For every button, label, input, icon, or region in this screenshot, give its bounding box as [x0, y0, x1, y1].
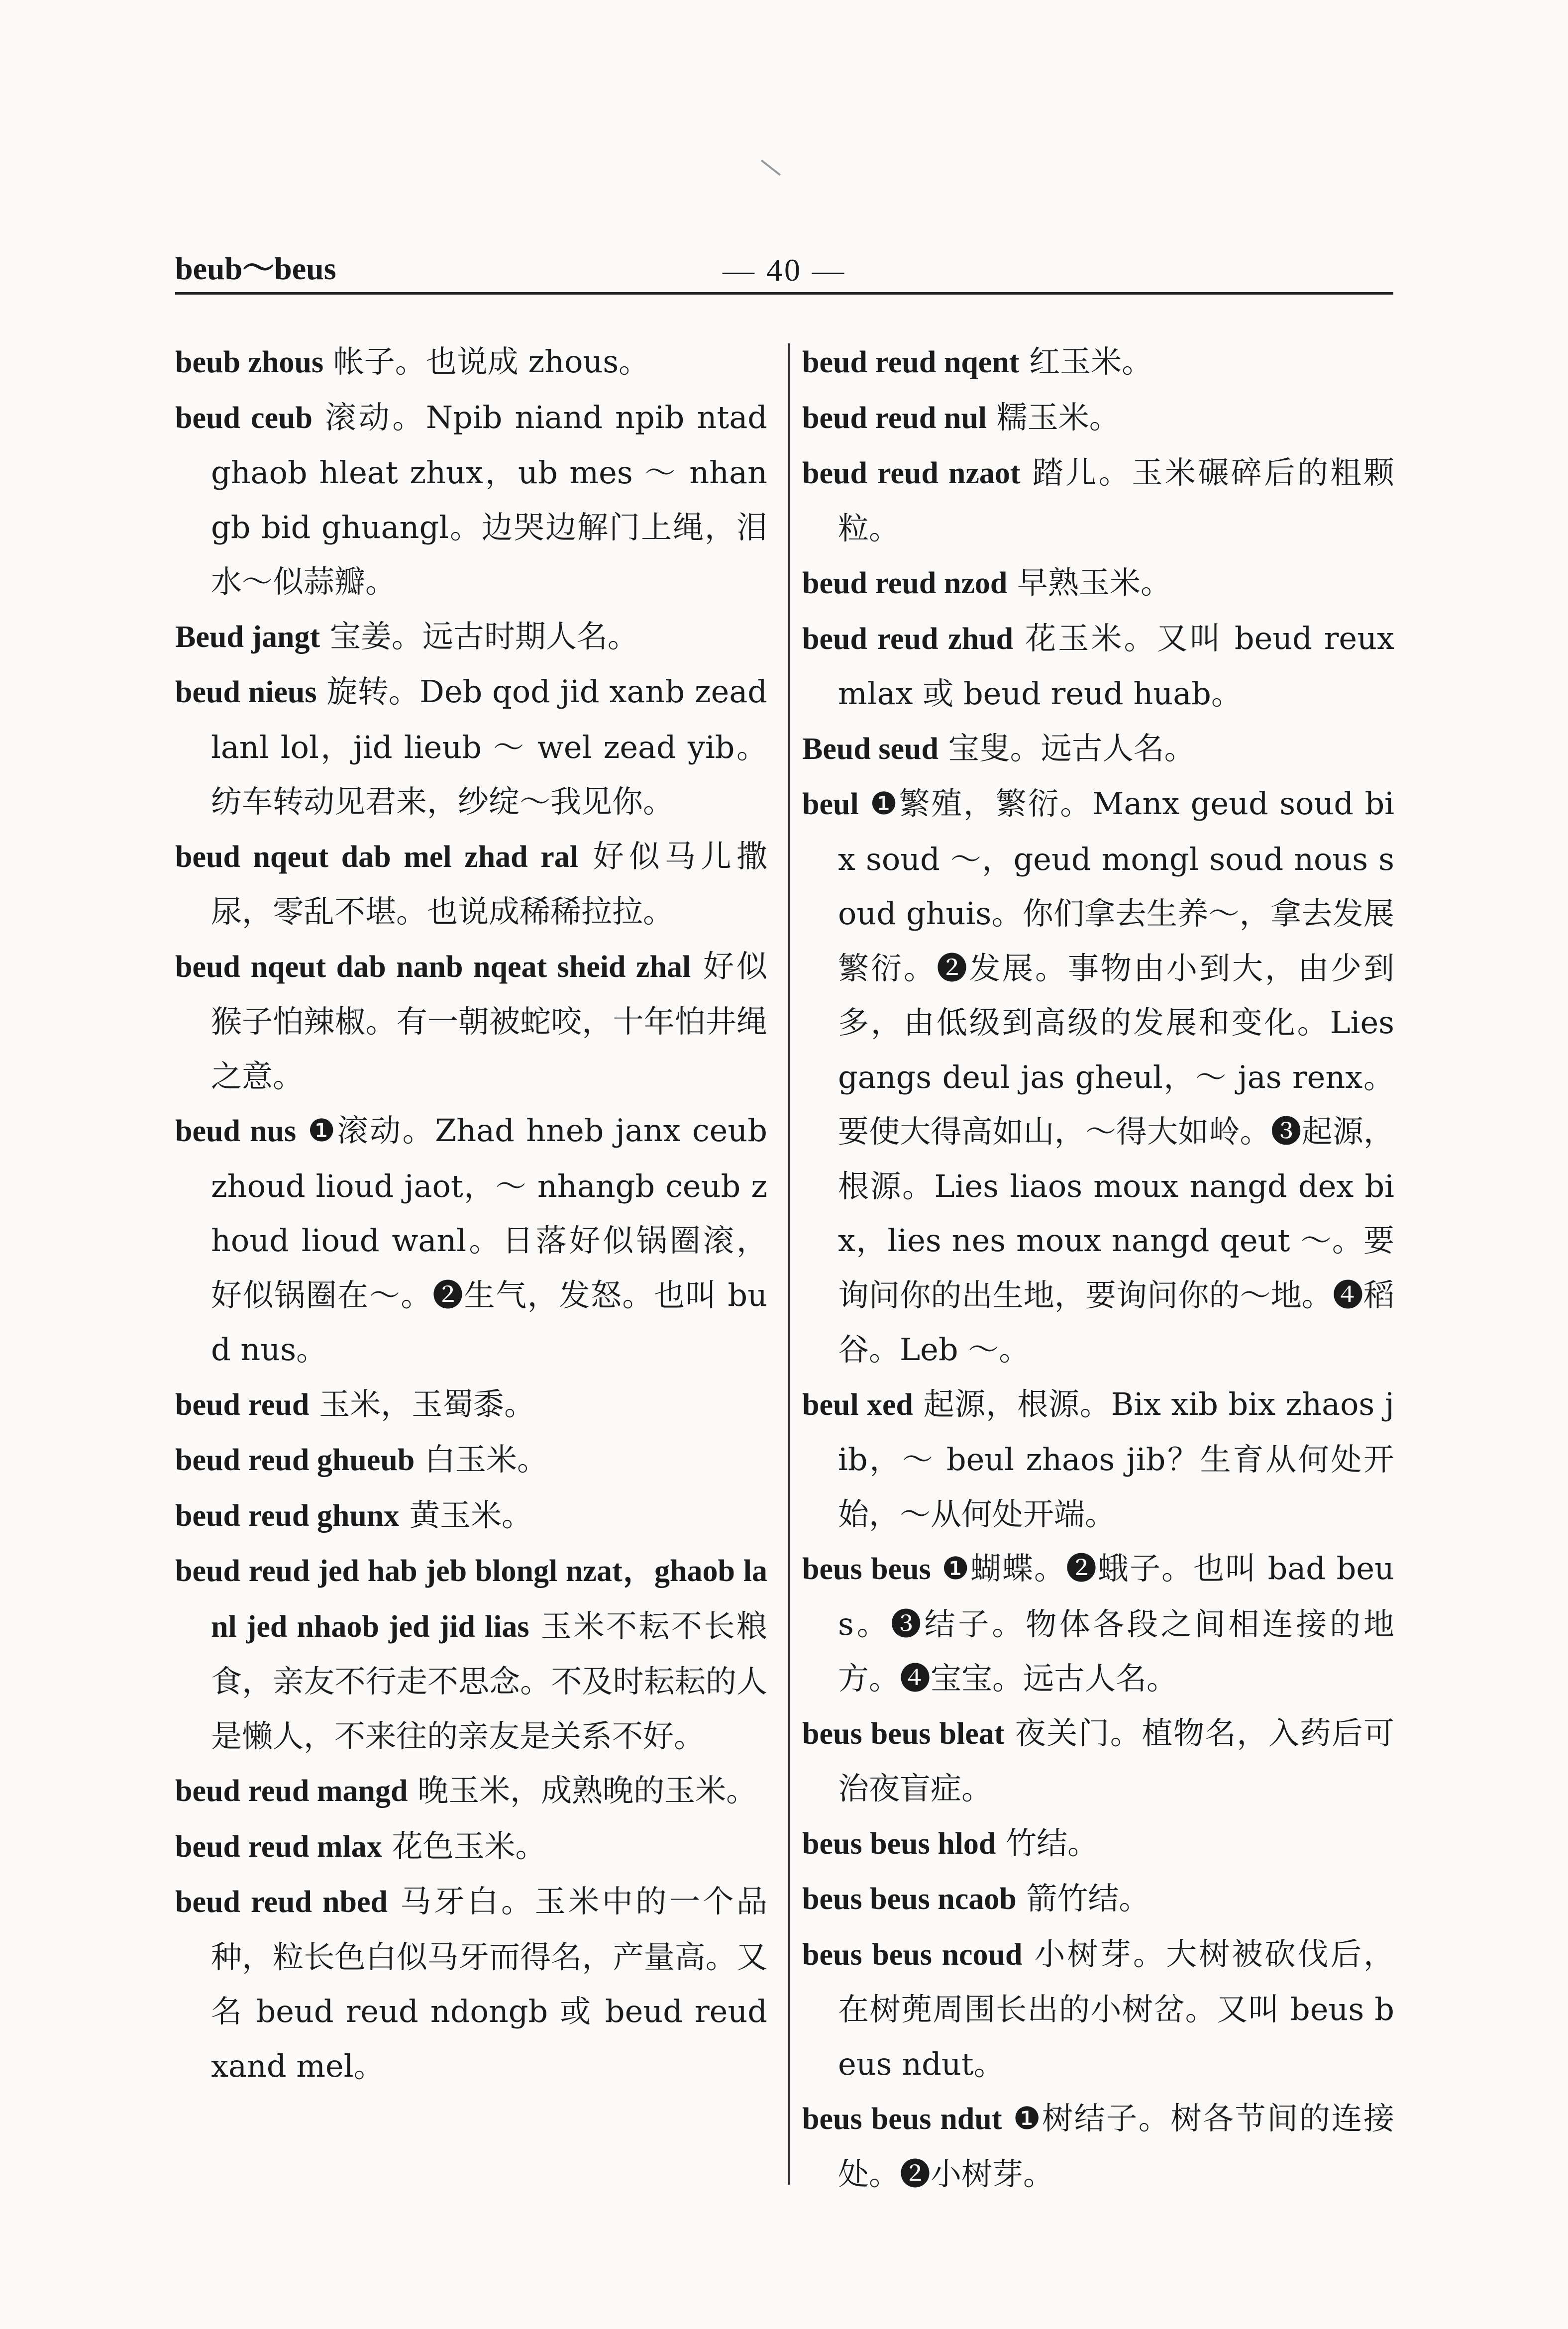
- entry-definition: 玉米不耘不长粮食，亲友不行走不思念。不及时耘耘的人是懒人，不来往的亲友是关系不好。: [211, 1607, 767, 1754]
- entry-definition: 踏儿。玉米碾碎后的粗颗粒。: [838, 454, 1394, 546]
- entry-headword: beud nus: [175, 1114, 297, 1148]
- entry-headword: beus beus hlod: [802, 1826, 996, 1861]
- entry-definition: 黄玉米。: [409, 1496, 533, 1533]
- entry-headword: Beud jangt: [175, 620, 320, 654]
- dictionary-entry: [802, 1816, 1394, 1872]
- entry-definition: 好似马儿撒尿，零乱不堪。也说成稀稀拉拉。: [211, 838, 767, 930]
- scan-mark: [761, 160, 781, 176]
- dictionary-entry: [802, 555, 1394, 611]
- right-column: [802, 334, 1394, 2201]
- dictionary-entry: [175, 1377, 767, 1433]
- entry-headword: beud reud mlax: [175, 1829, 382, 1864]
- dictionary-entry: [175, 334, 767, 390]
- entry-definition: ❶蝴蝶。❷蛾子。也叫 bad beus。❸结子。物体各段之间相连接的地方。❹宝宝。远古人名。: [838, 1550, 1394, 1696]
- dictionary-entry: [175, 390, 767, 609]
- entry-definition: ❶滚动。Zhad hneb janx ceub zhoud lioud jaot，～ nhangb ceub zhoud lioud wanl。日落好似锅圈滚，好似锅圈在～。❷生气，发怒。也叫 bud nus。: [211, 1112, 767, 1368]
- page-number: — 40 —: [723, 252, 846, 288]
- entry-definition: 滚动。Npib niand npib ntad ghaob hleat zhux，ub mes ～ nhangb bid ghuangl。边哭边解门上绳，泪水～似蒜瓣。: [211, 399, 767, 600]
- entry-headword: beud nqeut dab mel zhad ral: [175, 840, 578, 874]
- entry-definition: 白玉米。: [424, 1441, 548, 1478]
- running-head: beub～beus: [175, 251, 336, 286]
- dictionary-entry: [175, 1543, 767, 1763]
- dictionary-entry: [802, 334, 1394, 390]
- entry-headword: beus beus ncoud: [802, 1937, 1023, 1972]
- dictionary-entry: [175, 1874, 767, 2093]
- dictionary-entry: [175, 664, 767, 829]
- entry-definition: 马牙白。玉米中的一个品种，粒长色白似马牙而得名，产量高。又名 beud reud ndongb 或 beud reud xand mel。: [211, 1883, 767, 2084]
- entry-headword: beud reud mangd: [175, 1774, 408, 1808]
- entry-headword: beus beus bleat: [802, 1716, 1005, 1751]
- entry-headword: beud nqeut dab nanb nqeat sheid zhal: [175, 950, 691, 984]
- entry-definition: 花玉米。又叫 beud reux mlax 或 beud reud huab。: [838, 620, 1394, 712]
- dictionary-entry: [175, 609, 767, 665]
- dictionary-entry: [802, 776, 1394, 1377]
- entry-definition: 糯玉米。: [996, 399, 1120, 435]
- entry-headword: beud reud: [175, 1387, 310, 1422]
- entry-headword: beud reud nul: [802, 401, 987, 435]
- entry-definition: 起源，根源。Bix xib bix zhaos jib，～ beul zhaos jib？生育从何处开始，～从何处开端。: [838, 1385, 1394, 1532]
- left-column: [175, 334, 767, 2093]
- entry-headword: beul xed: [802, 1387, 914, 1422]
- dictionary-entry: [802, 2091, 1394, 2201]
- entry-headword: Beud seud: [802, 732, 939, 766]
- entry-headword: beud reud ghunx: [175, 1498, 400, 1533]
- dictionary-entry: [802, 445, 1394, 555]
- entry-definition: 竹结。: [1006, 1824, 1099, 1861]
- entry-definition: 晚玉米，成熟晚的玉米。: [418, 1772, 757, 1808]
- entry-definition: 箭竹结。: [1026, 1880, 1150, 1916]
- dictionary-entry: [802, 1706, 1394, 1816]
- entry-definition: 玉米，玉蜀黍。: [319, 1385, 535, 1422]
- dictionary-entry: [175, 1432, 767, 1488]
- entry-headword: beud reud nqent: [802, 345, 1020, 379]
- entry-definition: 宝姜。远古时期人名。: [329, 618, 638, 654]
- entry-definition: 花色玉米。: [392, 1827, 546, 1864]
- dictionary-entry: [802, 1927, 1394, 2092]
- dictionary-entry: [802, 390, 1394, 446]
- entry-definition: 好似猴子怕辣椒。有一朝被蛇咬，十年怕井绳之意。: [211, 948, 767, 1094]
- dictionary-entry: [175, 1819, 767, 1875]
- dictionary-entry: [802, 611, 1394, 721]
- entry-definition: 小树芽。大树被砍伐后，在树蔸周围长出的小树岔。又叫 beus beus ndut。: [838, 1935, 1394, 2082]
- entry-definition: ❶树结子。树各节间的连接处。❷小树芽。: [838, 2100, 1394, 2192]
- entry-definition: 帐子。也说成 zhous。: [333, 343, 650, 380]
- page-header: [175, 224, 1393, 294]
- entry-definition: 旋转。Deb qod jid xanb zead lanl lol，jid lieub ～ wel zead yib。纺车转动见君来，纱绽～我见你。: [211, 673, 767, 820]
- entry-headword: beus beus ncaob: [802, 1882, 1017, 1916]
- entry-headword: beud reud ghueub: [175, 1443, 415, 1477]
- entry-definition: ❶繁殖，繁衍。Manx geud soud bix soud ～，geud mongl soud nous soud ghuis。你们拿去生养～，拿去发展繁衍。❷发展。事物由小到大，由少到多，由低级到高级的发展和变化。Lies gangs deul jas gheul，～ jas renx。要使大得高如山，～得大如岭。❸起源，根源。Lies liaos moux nangd dex bix，lies nes moux nangd qeut ～。要询问你的出生地，要询问你的～地。❹稻谷。Leb ～。: [838, 785, 1394, 1368]
- entry-headword: beud reud zhud: [802, 622, 1014, 656]
- dictionary-entry: [175, 939, 767, 1104]
- entry-headword: beud reud jed hab jeb blongl nzat，ghaob lanl jed nhaob jed jid lias: [175, 1554, 767, 1644]
- dictionary-entry: [175, 1103, 767, 1377]
- entry-headword: beud nieus: [175, 675, 317, 709]
- entry-headword: beud reud nzaot: [802, 456, 1021, 490]
- entry-definition: 早熟玉米。: [1017, 564, 1172, 601]
- entry-headword: beud reud nzod: [802, 566, 1008, 600]
- dictionary-entry: [175, 829, 767, 939]
- dictionary-entry: [802, 1377, 1394, 1542]
- entry-headword: beul: [802, 787, 859, 821]
- dictionary-entry: [175, 1763, 767, 1819]
- entry-headword: beud ceub: [175, 401, 313, 435]
- dictionary-entry: [802, 721, 1394, 777]
- entry-headword: beus beus: [802, 1552, 931, 1586]
- entry-headword: beub zhous: [175, 345, 324, 379]
- entry-definition: 夜关门。植物名，入药后可治夜盲症。: [838, 1714, 1394, 1806]
- column-divider: [788, 343, 790, 2185]
- dictionary-entry: [802, 1871, 1394, 1927]
- entry-headword: beus beus ndut: [802, 2102, 1002, 2136]
- dictionary-entry: [175, 1488, 767, 1544]
- header-rule: [175, 292, 1393, 295]
- entry-definition: 红玉米。: [1029, 343, 1153, 380]
- dictionary-entry: [802, 1541, 1394, 1706]
- entry-definition: 宝叟。远古人名。: [948, 730, 1195, 766]
- entry-headword: beud reud nbed: [175, 1885, 388, 1919]
